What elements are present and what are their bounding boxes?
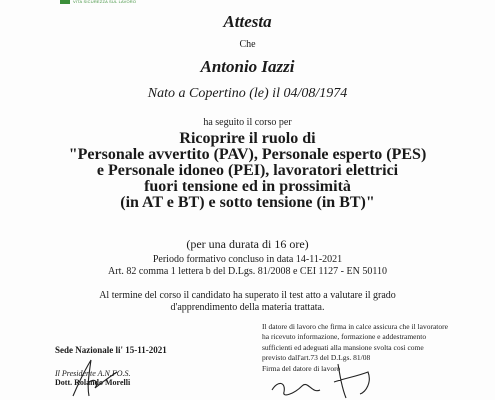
logo-mark — [60, 0, 70, 4]
recipient-name: Antonio Iazzi — [200, 57, 295, 76]
test-line: d'apprendimento della materia trattata. — [170, 302, 325, 313]
course-line: e Personale idoneo (PEI), lavoratori elettrici — [96, 162, 399, 179]
course-line: (in AT e BT) e sotto tensione (in BT)" — [120, 194, 375, 211]
employer-signature-label: Firma del datore di lavoro — [262, 363, 341, 373]
course-line: "Personale avvertito (PAV), Personale esperto (PES) — [68, 146, 427, 163]
birth-info: Nato a Copertino (le) il 04/08/1974 — [147, 86, 348, 101]
employer-line: sufficienti ed adeguati alla mansione svolta così come — [262, 342, 424, 352]
course-intro: ha seguito il corso per — [203, 117, 292, 128]
course-title — [0, 131, 495, 211]
course-line: fuori tensione ed in prossimità — [144, 178, 351, 195]
president-name: Dott. Rolando Morelli — [55, 378, 131, 387]
president-title: Il Presidente A.N.FO.S. — [55, 369, 131, 378]
employer-line: Il datore di lavoro che firma in calce assicura che il lavoratore — [262, 322, 448, 331]
legal-reference: Art. 82 comma 1 lettera b del D.Lgs. 81/2008 e CEI 1127 - EN 50110 — [108, 266, 387, 277]
test-line: Al termine del corso il candidato ha superato il test atto a valutare il grado — [99, 290, 396, 301]
employer-signature — [268, 360, 388, 400]
issue-place-date: Sede Nazionale li' 15-11-2021 — [55, 345, 167, 355]
employer-line: ha ricevuto informazione, formazione e addestramento — [262, 332, 427, 342]
course-duration: (per una durata di 16 ore) — [186, 237, 309, 251]
logo-text: VITA SICUREZZA SUL LAVORO — [73, 0, 137, 4]
employer-line: previsto dall'art.73 del D.Lgs. 81/08 — [262, 353, 371, 363]
course-line: Ricoprire il ruolo di — [179, 130, 316, 147]
test-statement — [0, 290, 495, 314]
attesta-heading: Attesta — [223, 12, 272, 31]
che-text: Che — [239, 39, 256, 50]
logo — [60, 0, 136, 6]
training-period — [0, 254, 495, 278]
period-line: Periodo formativo concluso in data 14-11-2021 — [152, 254, 343, 265]
